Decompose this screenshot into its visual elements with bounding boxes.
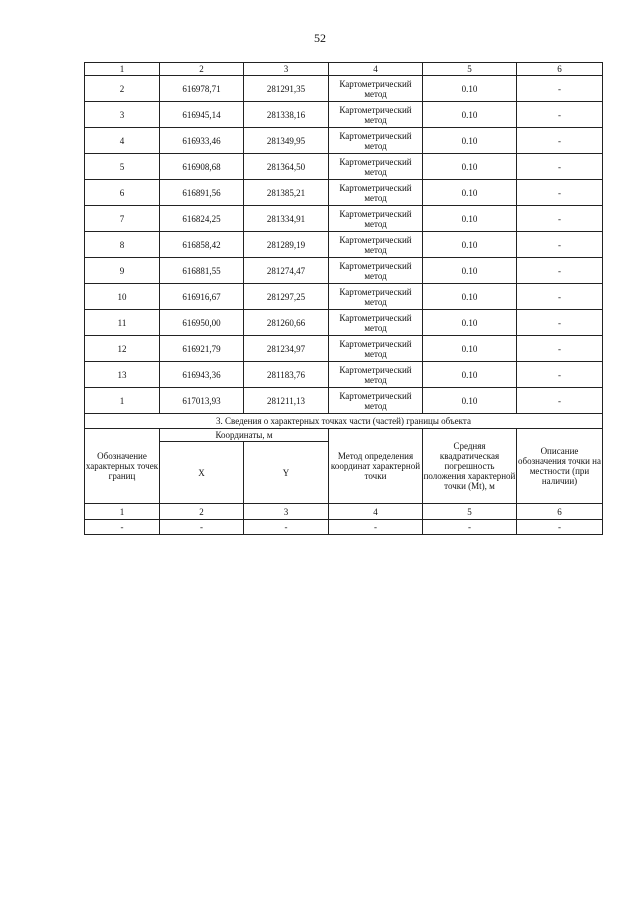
method-cell: Картометрический метод [329, 76, 423, 102]
empty-cell: - [517, 520, 603, 535]
table-row [85, 180, 603, 206]
point-number-cell: 1 [85, 388, 160, 414]
description-cell: - [517, 388, 603, 414]
y-coordinate-cell: 281234,97 [244, 336, 329, 362]
x-coordinate-cell: 616881,55 [160, 258, 244, 284]
section-3-title-row [85, 414, 603, 429]
column-number: 5 [423, 504, 517, 520]
boundary-points-table [84, 62, 603, 535]
column-number: 6 [517, 504, 603, 520]
x-coordinate-cell: 616858,42 [160, 232, 244, 258]
point-designation-header: Обозначение характерных точек границ [85, 429, 160, 504]
x-coordinate-cell: 616978,71 [160, 76, 244, 102]
accuracy-header: Средняя квадратическая погрешность положения характерной точки (Mt), м [423, 429, 517, 504]
table-row [85, 206, 603, 232]
table-row [85, 232, 603, 258]
column-number: 3 [244, 504, 329, 520]
accuracy-cell: 0.10 [423, 388, 517, 414]
point-number-cell: 7 [85, 206, 160, 232]
column-number-row [85, 63, 603, 76]
x-coordinate-cell: 617013,93 [160, 388, 244, 414]
method-cell: Картометрический метод [329, 336, 423, 362]
column-number: 6 [517, 63, 603, 76]
point-number-cell: 4 [85, 128, 160, 154]
description-cell: - [517, 310, 603, 336]
y-coordinate-cell: 281364,50 [244, 154, 329, 180]
section-3-column-number-row [85, 504, 603, 520]
table-row [85, 284, 603, 310]
accuracy-cell: 0.10 [423, 362, 517, 388]
table-row [85, 76, 603, 102]
x-coordinate-cell: 616908,68 [160, 154, 244, 180]
column-number: 2 [160, 504, 244, 520]
x-coordinate-cell: 616916,67 [160, 284, 244, 310]
method-cell: Картометрический метод [329, 258, 423, 284]
description-cell: - [517, 102, 603, 128]
y-coordinate-cell: 281183,76 [244, 362, 329, 388]
method-cell: Картометрический метод [329, 310, 423, 336]
y-header: Y [244, 442, 329, 504]
y-coordinate-cell: 281338,16 [244, 102, 329, 128]
page-number: 52 [314, 31, 326, 45]
method-cell: Картометрический метод [329, 154, 423, 180]
accuracy-cell: 0.10 [423, 180, 517, 206]
accuracy-cell: 0.10 [423, 76, 517, 102]
column-number: 1 [85, 504, 160, 520]
x-coordinate-cell: 616950,00 [160, 310, 244, 336]
description-header: Описание обозначения точки на местности (при наличии) [517, 429, 603, 504]
table-row [85, 154, 603, 180]
accuracy-cell: 0.10 [423, 206, 517, 232]
coordinates-header: Координаты, м [160, 429, 329, 442]
y-coordinate-cell: 281260,66 [244, 310, 329, 336]
method-cell: Картометрический метод [329, 388, 423, 414]
accuracy-cell: 0.10 [423, 310, 517, 336]
description-cell: - [517, 258, 603, 284]
column-number: 4 [329, 63, 423, 76]
method-cell: Картометрический метод [329, 284, 423, 310]
method-cell: Картометрический метод [329, 232, 423, 258]
method-header: Метод определения координат характерной точки [329, 429, 423, 504]
accuracy-cell: 0.10 [423, 128, 517, 154]
y-coordinate-cell: 281211,13 [244, 388, 329, 414]
y-coordinate-cell: 281274,47 [244, 258, 329, 284]
y-coordinate-cell: 281297,25 [244, 284, 329, 310]
table-row [85, 310, 603, 336]
accuracy-cell: 0.10 [423, 102, 517, 128]
accuracy-cell: 0.10 [423, 232, 517, 258]
table-row [85, 388, 603, 414]
y-coordinate-cell: 281291,35 [244, 76, 329, 102]
method-cell: Картометрический метод [329, 180, 423, 206]
point-number-cell: 13 [85, 362, 160, 388]
description-cell: - [517, 284, 603, 310]
table-row [85, 258, 603, 284]
point-number-cell: 10 [85, 284, 160, 310]
y-coordinate-cell: 281349,95 [244, 128, 329, 154]
empty-cell: - [85, 520, 160, 535]
section-3-title: 3. Сведения о характерных точках части (частей) границы объекта [85, 414, 603, 429]
method-cell: Картометрический метод [329, 362, 423, 388]
empty-cell: - [160, 520, 244, 535]
accuracy-cell: 0.10 [423, 284, 517, 310]
point-number-cell: 3 [85, 102, 160, 128]
description-cell: - [517, 362, 603, 388]
column-number: 5 [423, 63, 517, 76]
empty-cell: - [329, 520, 423, 535]
description-cell: - [517, 232, 603, 258]
x-coordinate-cell: 616933,46 [160, 128, 244, 154]
method-cell: Картометрический метод [329, 102, 423, 128]
column-number: 4 [329, 504, 423, 520]
table-row [85, 362, 603, 388]
section-3-empty-row [85, 520, 603, 535]
description-cell: - [517, 128, 603, 154]
method-cell: Картометрический метод [329, 128, 423, 154]
x-coordinate-cell: 616824,25 [160, 206, 244, 232]
empty-cell: - [244, 520, 329, 535]
y-coordinate-cell: 281289,19 [244, 232, 329, 258]
point-number-cell: 12 [85, 336, 160, 362]
table-row [85, 128, 603, 154]
point-number-cell: 2 [85, 76, 160, 102]
empty-cell: - [423, 520, 517, 535]
description-cell: - [517, 180, 603, 206]
point-number-cell: 9 [85, 258, 160, 284]
accuracy-cell: 0.10 [423, 336, 517, 362]
description-cell: - [517, 76, 603, 102]
point-number-cell: 8 [85, 232, 160, 258]
x-coordinate-cell: 616943,36 [160, 362, 244, 388]
point-number-cell: 6 [85, 180, 160, 206]
point-number-cell: 5 [85, 154, 160, 180]
accuracy-cell: 0.10 [423, 154, 517, 180]
description-cell: - [517, 336, 603, 362]
column-number: 2 [160, 63, 244, 76]
y-coordinate-cell: 281385,21 [244, 180, 329, 206]
x-header: X [160, 442, 244, 504]
method-cell: Картометрический метод [329, 206, 423, 232]
description-cell: - [517, 206, 603, 232]
y-coordinate-cell: 281334,91 [244, 206, 329, 232]
description-cell: - [517, 154, 603, 180]
column-number: 1 [85, 63, 160, 76]
table-row [85, 102, 603, 128]
accuracy-cell: 0.10 [423, 258, 517, 284]
column-number: 3 [244, 63, 329, 76]
point-number-cell: 11 [85, 310, 160, 336]
table-row [85, 336, 603, 362]
section-3-header-row [85, 429, 603, 442]
x-coordinate-cell: 616891,56 [160, 180, 244, 206]
x-coordinate-cell: 616945,14 [160, 102, 244, 128]
x-coordinate-cell: 616921,79 [160, 336, 244, 362]
